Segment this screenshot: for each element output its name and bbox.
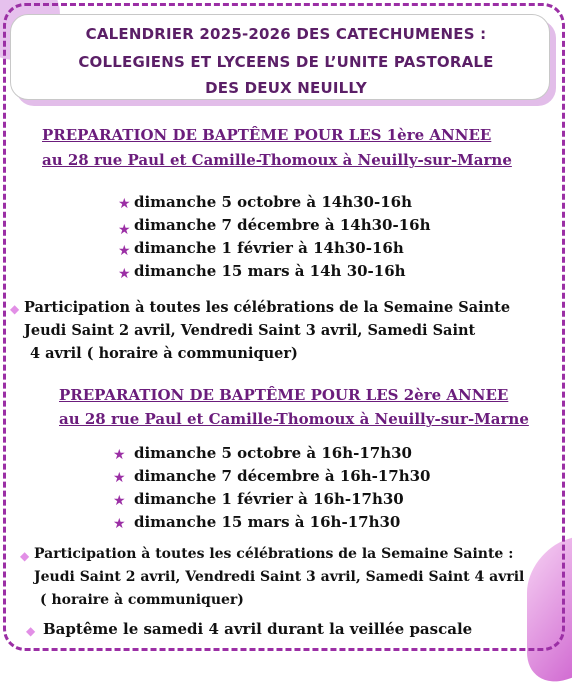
- section1-note-line-2: Jeudi Saint 2 avril, Vendredi Saint 3 avril, Samedi Saint: [24, 322, 476, 339]
- section1-note-line-1: Participation à toutes les célébrations de la Semaine Sainte: [24, 299, 511, 316]
- star-icon: ★: [113, 447, 126, 463]
- diamond-icon: ◆: [26, 624, 36, 638]
- star-icon: ★: [118, 222, 131, 238]
- star-icon: ★: [118, 196, 131, 212]
- section1-date-3: dimanche 1 février à 14h30-16h: [134, 239, 404, 257]
- diamond-icon: ◆: [10, 302, 20, 316]
- section2-date-2: dimanche 7 décembre à 16h-17h30: [134, 467, 431, 485]
- header-line-1: CALENDRIER 2025-2026 DES CATECHUMENES :: [85, 25, 487, 43]
- section2-date-3: dimanche 1 février à 16h-17h30: [134, 490, 404, 508]
- diamond-icon: ◆: [20, 549, 30, 563]
- final-baptism-note: Baptême le samedi 4 avril durant la veillée pascale: [43, 620, 473, 638]
- star-icon: ★: [113, 470, 126, 486]
- section2-date-4: dimanche 15 mars à 16h-17h30: [134, 513, 401, 531]
- section2-note-line-2: Jeudi Saint 2 avril, Vendredi Saint 3 avril, Samedi Saint 4 avril: [34, 569, 525, 585]
- star-icon: ★: [118, 266, 131, 282]
- section1-date-2: dimanche 7 décembre à 14h30-16h: [134, 216, 431, 234]
- star-icon: ★: [113, 493, 126, 509]
- header-line-2: COLLEGIENS ET LYCEENS DE L’UNITE PASTORALE: [78, 53, 494, 71]
- section2-note-line-3: ( horaire à communiquer): [40, 592, 244, 608]
- section1-title: PREPARATION DE BAPTÊME POUR LES 1ère ANNEE: [42, 126, 492, 144]
- header-line-3: DES DEUX NEUILLY: [205, 79, 367, 97]
- section1-note-line-3: 4 avril ( horaire à communiquer): [30, 345, 298, 362]
- section2-address: au 28 rue Paul et Camille-Thomoux à Neuilly-sur-Marne: [59, 410, 529, 428]
- star-icon: ★: [118, 243, 131, 259]
- section2-date-1: dimanche 5 octobre à 16h-17h30: [134, 444, 412, 462]
- section2-title: PREPARATION DE BAPTÊME POUR LES 2ère ANNEE: [59, 386, 509, 404]
- star-icon: ★: [113, 516, 126, 532]
- section1-date-1: dimanche 5 octobre à 14h30-16h: [134, 193, 412, 211]
- section2-note-line-1: Participation à toutes les célébrations de la Semaine Sainte :: [34, 546, 514, 562]
- section1-date-4: dimanche 15 mars à 14h 30-16h: [134, 262, 406, 280]
- section1-address: au 28 rue Paul et Camille-Thomoux à Neuilly-sur-Marne: [42, 151, 512, 169]
